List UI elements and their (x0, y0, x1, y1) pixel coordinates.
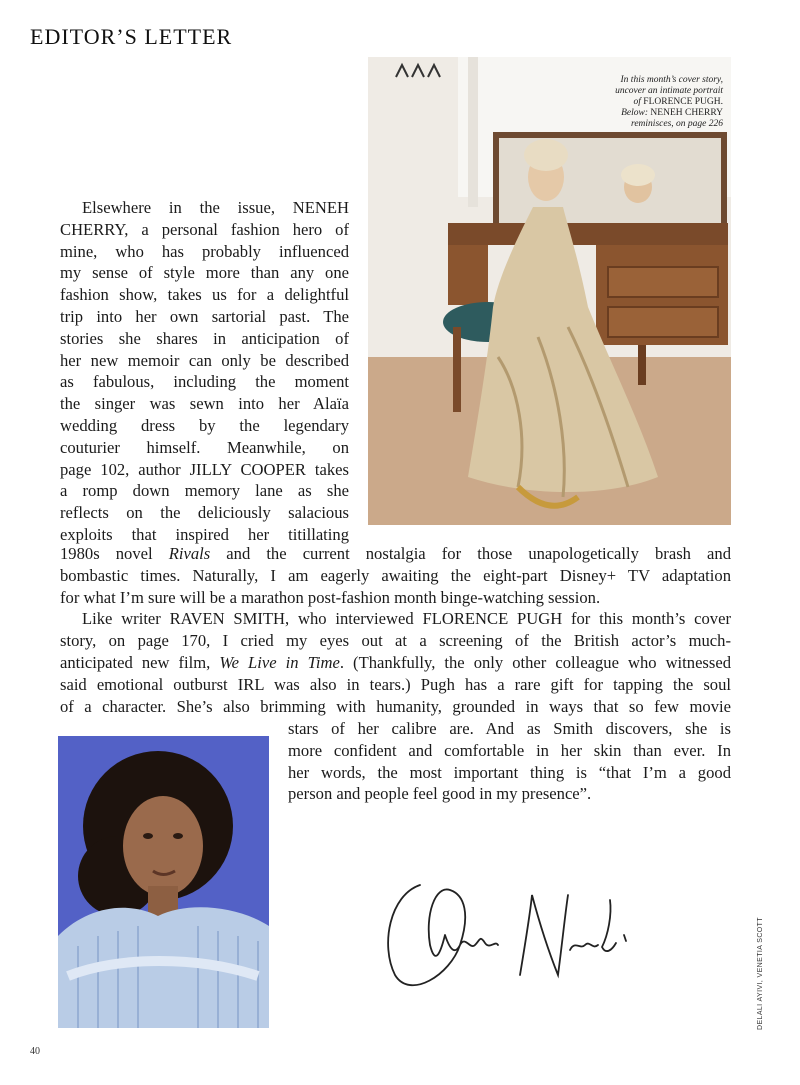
article-text-wide (60, 543, 731, 717)
text-line: exploits that inspired her titillating (60, 524, 349, 544)
text-line: person and people feel good in my presence”. (288, 784, 592, 804)
cover-photo (368, 57, 731, 525)
editor-signature (380, 855, 640, 1005)
photo-credit: DELALI AYIVI, VENETIA SCOTT (757, 917, 764, 1030)
text-line: bombastic times. Naturally, I am eagerly awaiting the eight-part Disney+ TV adaptation (60, 565, 731, 585)
text-line: fashion show, takes us for a delightful (60, 285, 349, 305)
text-line: a romp down memory lane as she (60, 481, 349, 501)
text-line: reflects on the deliciously salacious (60, 503, 349, 523)
text-line: CHERRY, a personal fashion hero of (60, 219, 349, 239)
text-line: her words, the most important thing is “that I’m a good (288, 762, 731, 782)
text-line: couturier himself. Meanwhile, on (60, 437, 349, 457)
section-title: EDITOR’S LETTER (30, 24, 233, 49)
text-line: mine, who has probably influenced (60, 241, 349, 261)
text-line: 1980s novel Rivals and the current nostalgia for those unapologetically brash and (60, 544, 731, 563)
text-line: as fabulous, including the moment (60, 372, 349, 392)
text-line: story, on page 170, I cried my eyes out at a screening of the British actor’s much- (60, 631, 731, 651)
page-number: 40 (30, 1046, 40, 1057)
text-line: stories she shares in anticipation of (60, 328, 349, 348)
text-line: stars of her calibre are. And as Smith discovers, she is (288, 719, 731, 738)
text-line: of a character. She’s also brimming with humanity, grounded in ways that so few movie (60, 696, 731, 716)
portrait-illustration (58, 736, 269, 1028)
text-line: page 102, author JILLY COOPER takes (60, 459, 349, 479)
text-line: more confident and comfortable in her skin than ever. In (288, 740, 731, 760)
text-line: Elsewhere in the issue, NENEH (82, 198, 349, 217)
cover-caption: In this month’s cover story, uncover an intimate portrait of FLORENCE PUGH. Below: NENEH CHERRY reminisces, on page 226 (615, 75, 723, 129)
article-text-right (288, 718, 731, 805)
text-line: her new memoir can only be described (60, 350, 349, 370)
text-line: said emotional outburst IRL was also in tears.) Pugh has a rare gift for tapping the soul (60, 674, 731, 694)
text-line: anticipated new film, We Live in Time. (Thankfully, the only other colleague who witnessed (60, 652, 731, 672)
text-line: my sense of style more than any one (60, 263, 349, 283)
text-line: wedding dress by the legendary (60, 415, 349, 435)
text-line: for what I’m sure will be a marathon post-fashion month binge-watching session. (60, 587, 601, 607)
text-line: the singer was sewn into her Alaïa (60, 394, 349, 414)
text-line: Like writer RAVEN SMITH, who interviewed FLORENCE PUGH for this month’s cover (82, 609, 731, 629)
portrait-photo (58, 736, 269, 1028)
article-text-narrow (60, 197, 349, 546)
text-line: trip into her own sartorial past. The (60, 306, 349, 326)
